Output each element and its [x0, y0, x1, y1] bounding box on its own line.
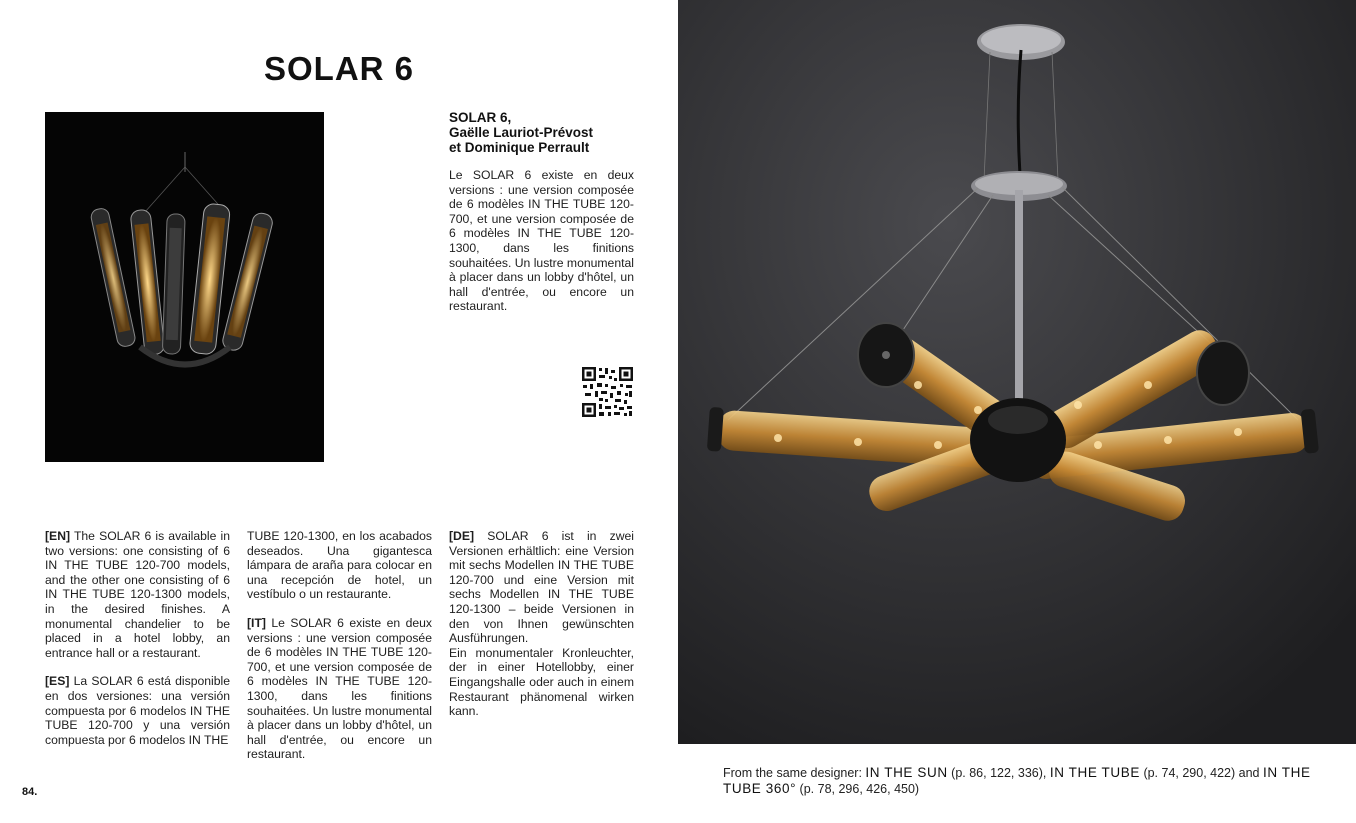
text-column-3: [449, 529, 634, 719]
link-in-the-sun[interactable]: IN THE SUN: [865, 765, 948, 780]
chandelier-illustration-large: [678, 0, 1356, 744]
chandelier-illustration-small: [45, 112, 324, 462]
link-in-the-tube[interactable]: IN THE TUBE: [1049, 765, 1140, 780]
lang-tag-en: [EN]: [45, 529, 71, 543]
text-de: [449, 529, 634, 646]
page-number: 84.: [22, 786, 38, 798]
footer-pages-3: (p. 78, 296, 426, 450): [796, 782, 920, 796]
product-heading: [449, 110, 649, 155]
text-es-continued: TUBE 120-1300, en los acabados deseados. Una gigantesca lámpara de araña para colocar en una recepción de hotel, un vestíbulo o un restaurante.: [247, 529, 432, 602]
lang-tag-it: [IT]: [247, 615, 266, 630]
link-in-the-tube-360[interactable]: IN THE TUBE 360°: [723, 765, 1311, 796]
description-fr: Le SOLAR 6 existe en deux versions : une version composée de 6 modèles IN THE TUBE 120-700, et une version composée de 6 modèles IN THE TUBE 120-1300, dans les finitions souhaitées. Un lustre monumental à placer dans un lobby d'hôtel, un hall d'entrée, ou encore un restaurant.: [449, 168, 634, 314]
footer-prefix: From the same designer:: [723, 766, 866, 780]
lang-tag-de: [DE]: [449, 529, 475, 543]
product-photo-small: [45, 112, 324, 462]
related-products-footer: [723, 765, 1323, 797]
qr-code-icon[interactable]: [581, 366, 634, 418]
text-es-body: La SOLAR 6 está disponible en dos versiones: una versión compuesta por 6 modelos IN THE TUBE 120-700 y una versión compuesta por 6 modelos IN THE: [45, 674, 230, 747]
text-column-1: [45, 529, 230, 747]
text-de-body-2: Ein monumentaler Kronleuchter, der in einer Hotellobby, einer Eingangshalle oder auch in einem Restaurant phänomenal wirken kann.: [449, 645, 634, 719]
text-de-body: SOLAR 6 ist in zwei Versionen erhältlich: eine Version mit sechs Modellen IN THE TUBE 120-700 und eine Version mit sechs Modellen IN THE TUBE 120-1300 – beide Versionen in den von Ihnen gewünschten Ausführungen.: [449, 529, 634, 646]
footer-pages-2: (p. 74, 290, 422) and: [1139, 766, 1263, 780]
text-en-body: The SOLAR 6 is available in two versions: one consisting of 6 IN THE TUBE 120-700 models, and the other one consisting of 6 IN THE TUBE 120-1300 models, in the desired finishes. A monumental chandelier to be placed in a hotel lobby, an entrance hall or a restaurant.: [45, 529, 230, 660]
heading-line-2: Gaëlle Lauriot-Prévost: [449, 125, 594, 140]
product-photo-large: [678, 0, 1356, 744]
footer-pages-1: (p. 86, 122, 336),: [947, 766, 1050, 780]
text-it: [247, 616, 432, 762]
page-title: SOLAR 6: [263, 50, 415, 87]
heading-line-1: SOLAR 6,: [449, 110, 512, 125]
heading-line-3: et Dominique Perrault: [449, 140, 590, 155]
text-it-body: Le SOLAR 6 existe en deux versions : une version composée de 6 modèles IN THE TUBE 120-700, et une version composée de 6 modèles IN THE TUBE 120-1300, dans les finitions souhaitées. Un lustre monumental à placer dans un lobby d'hôtel, un hall d'entrée, ou encore un restaurant.: [247, 615, 433, 762]
text-en: [45, 529, 230, 660]
text-es: [45, 674, 230, 747]
lang-tag-es: [ES]: [45, 674, 70, 689]
text-column-2: [247, 529, 432, 762]
